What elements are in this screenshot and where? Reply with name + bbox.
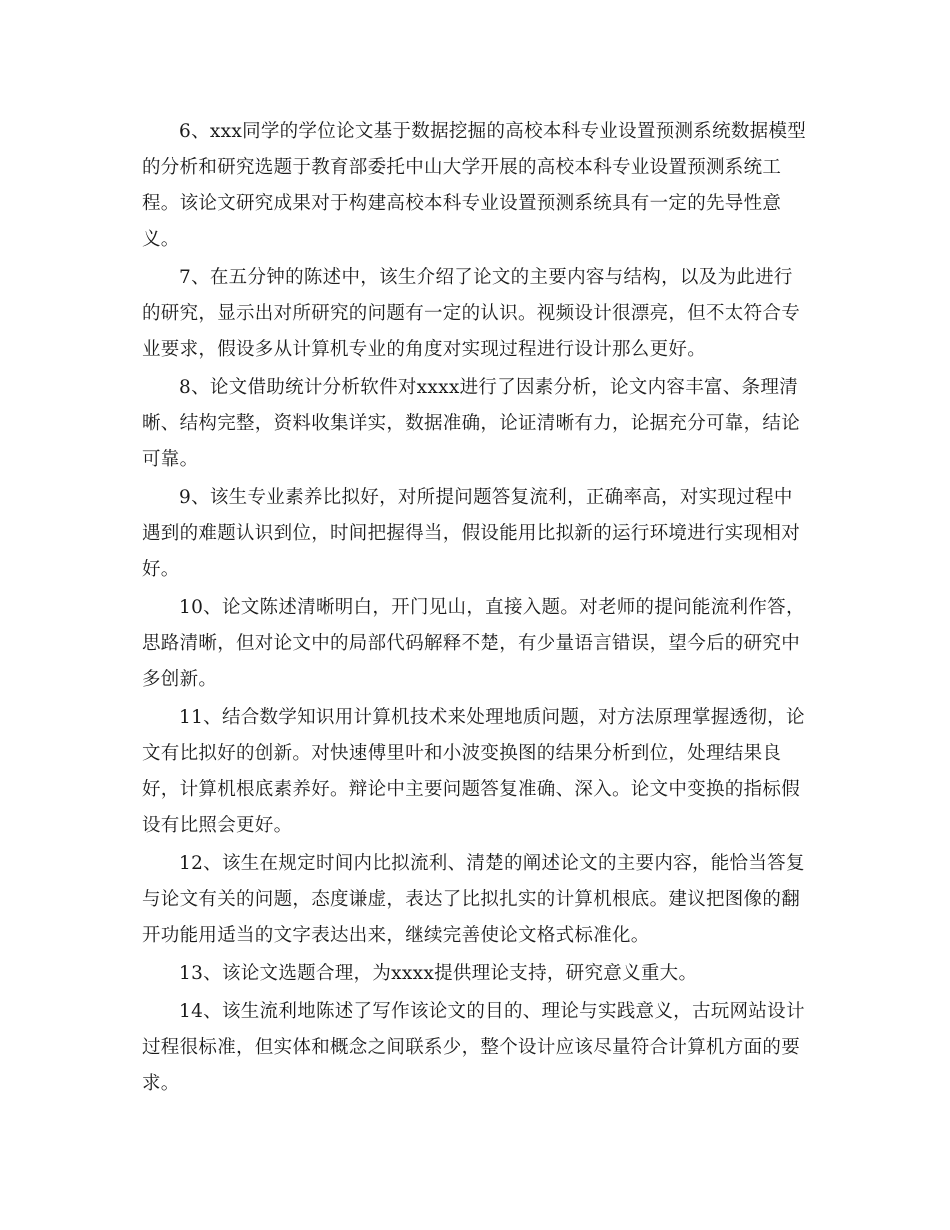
document-body — [142, 114, 808, 1104]
paragraph-6: 6、xxx同学的学位论文基于数据挖掘的高校本科专业设置预测系统数据模型的分析和研究选题于教育部委托中山大学开展的高校本科专业设置预测系统工程。该论文研究成果对于构建高校本科专业设置预测系统具有一定的先导性意义。 — [142, 121, 807, 250]
paragraph-11: 11、结合数学知识用计算机技术来处理地质问题，对方法原理掌握透彻，论文有比拟好的创新。对快速傅里叶和小波变换图的结果分析到位，处理结果良好，计算机根底素养好。辩论中主要问题答复准确、深入。论文中变换的指标假设有比照会更好。 — [142, 707, 805, 836]
paragraph-13: 13、该论文选题合理，为xxxx提供理论支持，研究意义重大。 — [179, 963, 698, 984]
paragraph-9: 9、该生专业素养比拟好，对所提问题答复流利，正确率高，对实现过程中遇到的难题认识到位，时间把握得当，假设能用比拟新的运行环境进行实现相对好。 — [142, 487, 801, 580]
paragraph-10: 10、论文陈述清晰明白，开门见山，直接入题。对老师的提问能流利作答，思路清晰，但对论文中的局部代码解释不楚，有少量语言错误，望今后的研究中多创新。 — [142, 597, 805, 690]
paragraph-8: 8、论文借助统计分析软件对xxxx进行了因素分析，论文内容丰富、条理清晰、结构完整，资料收集详实，数据准确，论证清晰有力，论据充分可靠，结论可靠。 — [142, 377, 801, 470]
paragraph-12: 12、该生在规定时间内比拟流利、清楚的阐述论文的主要内容，能恰当答复与论文有关的问题，态度谦虚，表达了比拟扎实的计算机根底。建议把图像的翻开功能用适当的文字表达出来，继续完善使论文格式标准化。 — [142, 853, 805, 946]
paragraph-7: 7、在五分钟的陈述中，该生介绍了论文的主要内容与结构，以及为此进行的研究，显示出对所研究的问题有一定的认识。视频设计很漂亮，但不太符合专业要求，假设多从计算机专业的角度对实现过程进行设计那么更好。 — [142, 267, 801, 360]
paragraph-14: 14、该生流利地陈述了写作该论文的目的、理论与实践意义，古玩网站设计过程很标准，但实体和概念之间联系少，整个设计应该尽量符合计算机方面的要求。 — [142, 1001, 805, 1094]
